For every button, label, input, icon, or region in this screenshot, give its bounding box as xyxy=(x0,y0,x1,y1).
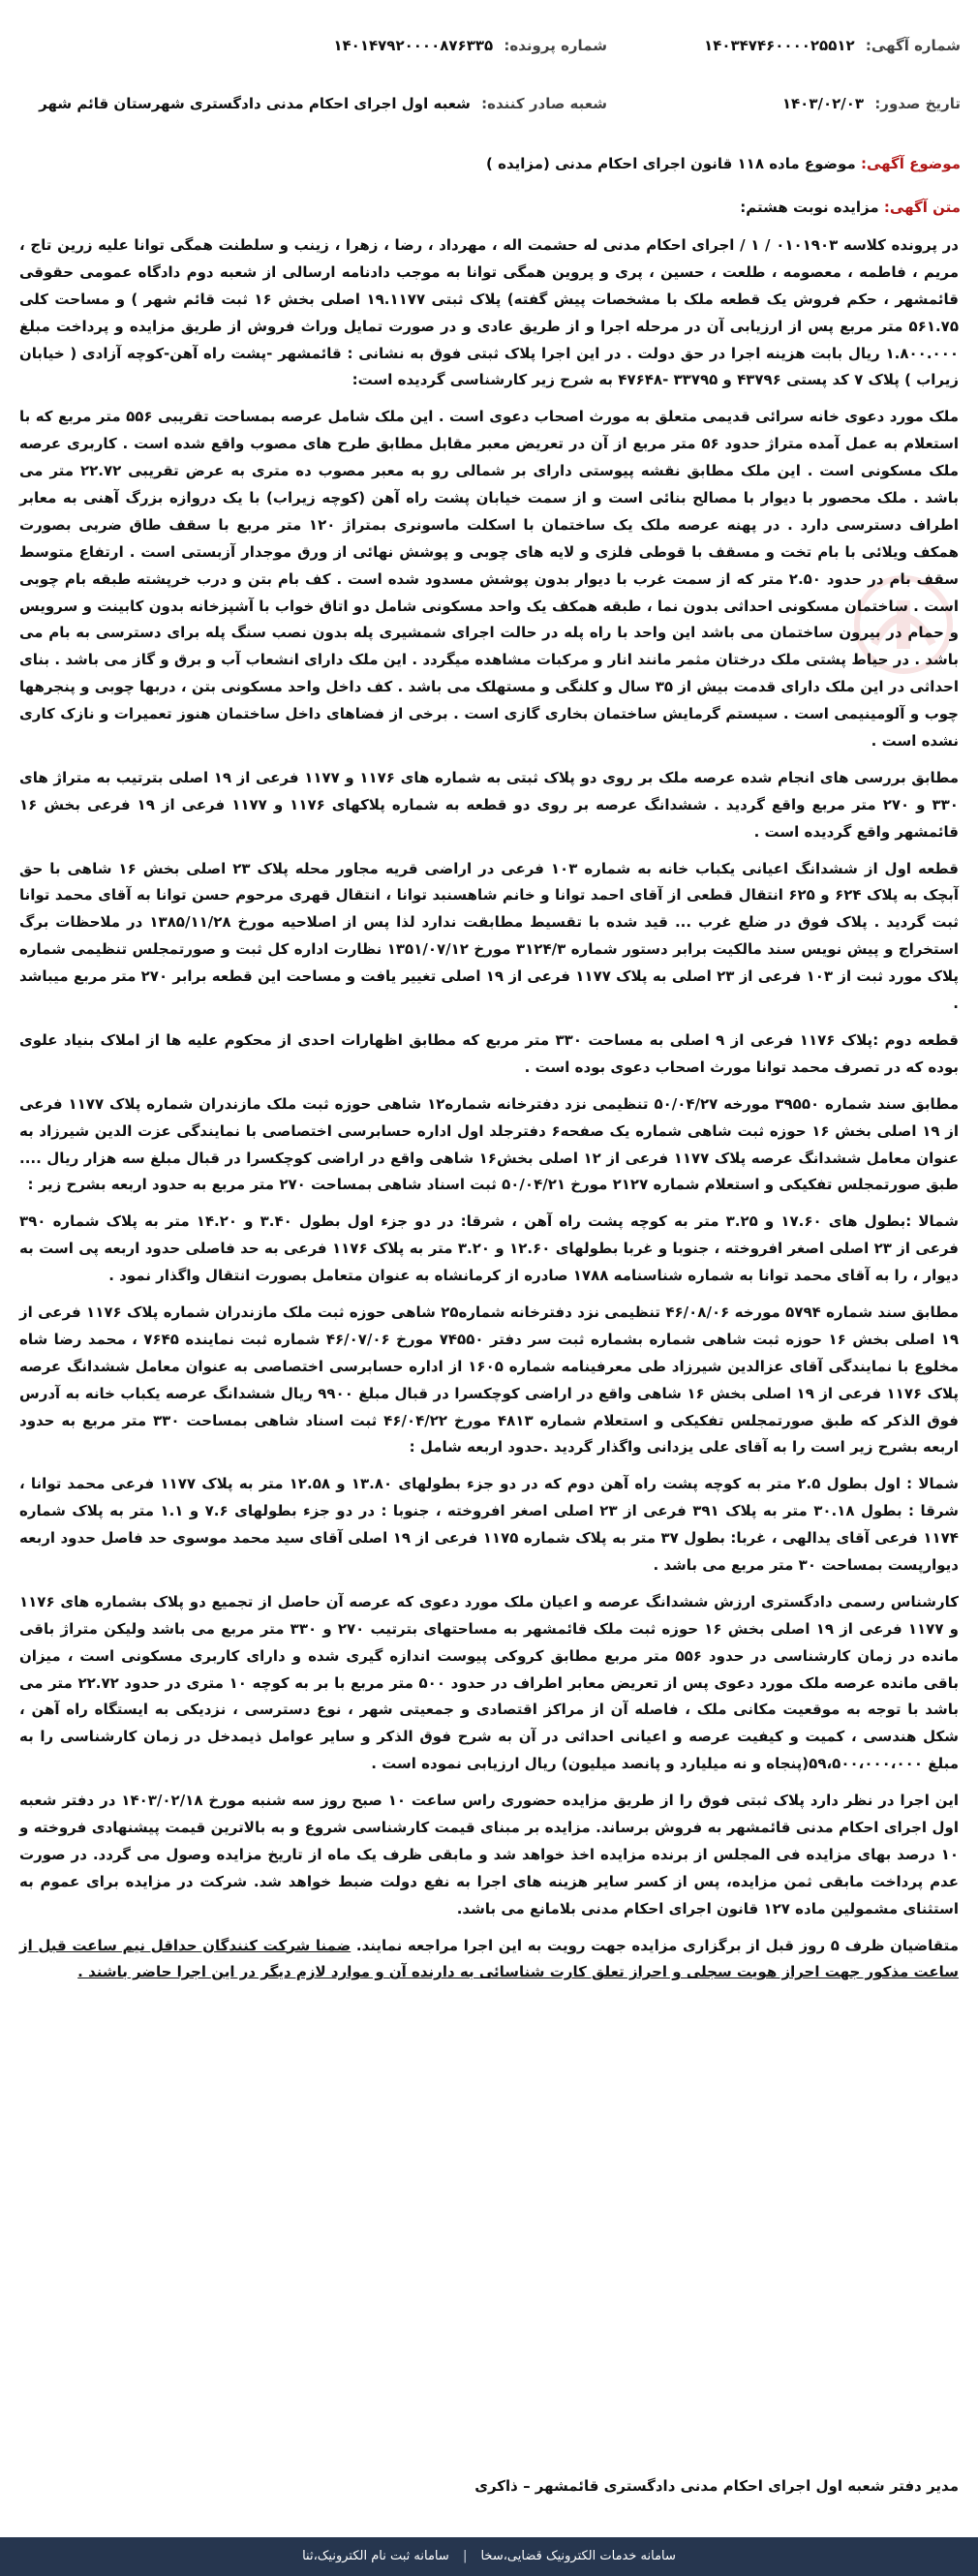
subject-value: موضوع ماده ۱۱۸ قانون اجرای احکام مدنی (مزایده ) xyxy=(486,155,856,172)
case-number-value: ۱۴۰۱۴۷۹۲۰۰۰۰۸۷۶۳۳۵ xyxy=(333,37,494,54)
paragraph-deed-two: مطابق سند شماره ۵۷۹۴ مورخه ۴۶/۰۸/۰۶ تنظیمی نزد دفترخانه شماره۲۵ شاهی حوزه ثبت ملک مازندران شماره پلاک ۱۱۷۶ فرعی از ۱۹ اصلی بخش ۱۶ حوزه ثبت شاهی شماره بشماره ثبت سر دفتر ۷۴۵۵۰ مورخ ۴۶/۰۷/۰۶ شماره ثبت نماینده ۷۶۴۵ ، محمد رضا شاه مخلوع با نمایندگی آقای عزالدین شیرزاد طی معرفینامه شماره ۱۶۰۵ از اداره حسابرسی اختصاصی به عنوان معامل ششدانگ عرصه پلاک ۱۱۷۶ فرعی از ۱۹ اصلی بخش ۱۶ شاهی واقع در اراضی کوچکسرا در قبال مبلغ ۹۹۰۰ ریال ششدانگ عرصه یکباب خانه به آدرس فوق الذکر که طبق صورتمجلس تفکیکی و استعلام شماره ۴۸۱۳ مورخ ۴۶/۰۴/۲۲ ثبت اسناد شاهی بمساحت ۳۳۰ متر مربع به حدود اربعه بشرح زیر است را به آقای علی یزدانی واگذار گردید .حدود اربعه شامل : xyxy=(19,1303,959,1457)
paragraph-property-description: ملک مورد دعوی خانه سرائی قدیمی متعلق به مورث اصحاب دعوی است . این ملک شامل عرصه بمساحت تقریبی ۵۵۶ متر مربع که با استعلام به عمل آمده متراژ حدود ۵۶ متر مربع از آن در تعریض معبر مقابل مطابق طرح های مصوب واقع شده است . کاربری عرصه ملک مسکونی است . این ملک مطابق نقشه پیوستی دارای بر شمالی رو به معبر مصوب ده متری به عرض تقریبی ۲۲.۷۲ متر می باشد . ملک محصور با دیوار با مصالح بنائی است و از سمت خیابان پشت راه آهن (کوچه زیراب) با یک دروازه بزرگ آهنی به معابر اطراف دسترسی دارد . در پهنه عرصه ملک یک ساختمان با اسکلت ماسونری بمتراژ ۱۲۰ متر مربع با سقف طاق ضربی بصورت همکف ویلائی با بام تخت و مسقف با قوطی فلزی و لایه های چوبی و پوشش نهائی از ورق موجدار آزبستی است . ارتفاع متوسط سقف بام در حدود ۲.۵۰ متر که از سمت غرب با دیوار بدون پوشش مسدود شده است . کف بام بتن و درب خرپشته طبقه بام چوبی است . ساختمان مسکونی احداثی بدون نما ، طبقه همکف یک واحد مسکونی شامل دو اتاق خواب با آشپزخانه بدون کابینت و سرویس و حمام در بیرون ساختمان می باشد این واحد با راه پله در حالت اجرای شمشیری پله بدون نصب سنگ پله برای دسترسی به بام می باشد . در حیاط پشتی ملک درختان مثمر مانند انار و مرکبات مشاهده میگردد . این ملک دارای انشعاب آب و برق و گاز می باشد . بنای احداثی در این ملک دارای قدمت بیش از ۳۵ سال و کلنگی و مستهلک می باشد . کف داخل واحد مسکونی بتن ، دربها چوبی و پنجرهها چوب و آلومینیمی است . سیستم گرمایش ساختمان بخاری گازی است . برخی از فضاهای داخل ساختمان هنوز تعمیرات و نازک کاری نشده است . xyxy=(19,408,960,751)
paragraph-plot-one: قطعه اول از ششدانگ اعیانی یکباب خانه به شماره ۱۰۳ فرعی در اراضی قریه مجاور محله پلاک ۲۳ اصلی بخش ۱۶ شاهی با حق آبچک به پلاک ۶۲۴ و ۶۲۵ انتقال قطعی از آقای احمد توانا و خانم شاهسنبد توانا ، انتقال قهری مرحوم حسن توانا به آقای محمد توانا ثبت گردید . پلاک فوق در ضلع غرب ... قید شده با تقسیط مطابقت ندارد لذا پس از اصلاحیه مورخ ۱۳۸۵/۱۱/۲۸ در ملاحظات برگ استخراج و پیش نویس سند مالکیت برابر دستور شماره ۳۱۲۴/۳ مورخ ۱۳۵۱/۰۷/۱۲ نظارت اداره کل ثبت و صورتمجلس تنظیمی شماره پلاک مورد ثبت از ۱۰۳ فرعی از ۲۳ اصلی به پلاک ۱۱۷۷ فرعی از ۱۹ اصلی تغییر یافت و مساحت این قطعه برابر ۲۷۰ متر مربع میباشد . xyxy=(19,859,959,1013)
paragraph-final-notice xyxy=(19,1933,959,1987)
issuer-label: شعبه صادر کننده: xyxy=(481,95,607,112)
paragraph-deed-two-bounds: شمالا : اول بطول ۲.۵ متر به کوچه پشت راه آهن دوم که در دو جزء بطولهای ۱۳.۸۰ و ۱۲.۵۸ متر به پلاک ۱۱۷۷ فرعی محمد توانا ، شرقا : بطول ۳۰.۱۸ متر به پلاک ۳۹۱ فرعی از ۲۳ اصلی اصغر افروخته ، جنوبا : در دو جزء بطولهای ۷.۶ و ۱.۱ متر به پلاک شماره ۱۱۷۴ فرعی آقای یدالهی ، غربا: بطول ۳۷ متر به پلاک شماره ۱۱۷۵ فرعی از ۱۹ اصلی آقای سید محمد موسوی حد فاصل حدود اربعه دیوارپست بمساحت ۳۰ متر مربع می باشد . xyxy=(19,1475,960,1574)
case-number-label: شماره پرونده: xyxy=(504,37,607,54)
issue-date-label: تاریخ صدور: xyxy=(874,95,961,112)
footer-separator: | xyxy=(462,2549,468,2563)
paragraph-intro: در پرونده کلاسه ۰۱۰۱۹۰۳ / ۱ / اجرای احکام مدنی له حشمت اله ، مهرداد ، رضا ، زهرا ، زینب و سلطنت همگی توانا علیه زرین تاج ، مریم ، فاطمه ، معصومه ، طلعت ، حسین ، پری و پروین همگی توانا به موجب دادنامه ارسالی از شعبه دوم دادگاه عمومی حقوقی قائمشهر ، حکم فروش یک قطعه ملک با مشخصات پیش گفته) پلاک ثبتی ۱۹.۱۱۷۷ اصلی بخش ۱۶ ثبت قائم شهر ) و مساحت کلی ۵۶۱.۷۵ متر مربع پس از ارزیابی آن در مرحله اجرا و از طریق عادی و در صورت تمایل وراث فروش از طریق مزایده و پرداخت مبلغ ۱.۸۰۰.۰۰۰ ریال بابت هزینه اجرا در حق دولت . در این اجرا پلاک ثبتی فوق به نشانی : قائمشهر -پشت راه آهن-کوچه آزادی ( خیابان زیراب ) پلاک ۷ کد پستی ۴۳۷۹۶ و ۳۳۷۹۵ -۴۷۶۴۸ به شرح زیر کارشناسی گردیده است: xyxy=(19,236,959,389)
paragraph-plots-summary: مطابق بررسی های انجام شده عرصه ملک بر روی دو پلاک ثبتی به شماره های ۱۱۷۶ و ۱۱۷۷ فرعی از ۱۹ اصلی بترتیب به متراژ های ۳۳۰ و ۲۷۰ متر مربع واقع گردید . ششدانگ عرصه بر روی دو قطعه به شماره پلاکهای ۱۱۷۶ و ۱۱۷۷ فرعی از ۱۹ فرعی بخش ۱۶ قائمشهر واقع گردیده است . xyxy=(19,768,959,841)
ad-number-row xyxy=(704,37,961,54)
subject-label: موضوع آگهی: xyxy=(860,155,961,172)
issue-date-row xyxy=(782,95,961,112)
footer-link-sakha[interactable]: سامانه خدمات الکترونیک قضایی،سخا xyxy=(480,2549,676,2563)
ad-body xyxy=(19,232,959,1996)
paragraph-auction-terms: این اجرا در نظر دارد پلاک ثبتی فوق را از طریق مزایده حضوری راس ساعت ۱۰ صبح روز سه شنبه مورخ ۱۴۰۳/۰۲/۱۸ در دفتر شعبه اول اجرای احکام مدنی قائمشهر به فروش برساند. مزایده بر مبنای قیمت کارشناسی شروع و به بالاترین قیمت پیشنهادی فروخته و ۱۰ درصد بهای مزایده فی المجلس از برنده مزایده اخذ خواهد شد و مابقی ظرف یک ماه از تاریخ مزایده وصول می گردد. در صورت عدم پرداخت مابقی ثمن مزایده، پس از کسر سایر هزینه های اجرا به نفع دولت ضبط خواهد شد. شرکت در مزایده برای عموم به استثنای مشمولین ماده ۱۲۷ قانون اجرای احکام مدنی بلامانع می باشد. xyxy=(19,1792,959,1917)
paragraph-deed-one: مطابق سند شماره ۳۹۵۵۰ مورخه ۵۰/۰۴/۲۷ تنظیمی نزد دفترخانه شماره۱۲ شاهی حوزه ثبت ملک مازندران شماره پلاک ۱۱۷۷ فرعی از ۱۹ اصلی بخش ۱۶ حوزه ثبت شاهی شماره یک صفحه۶ دفترجلد اول اداره حسابرسی اختصاصی با نمایندگی عزت الدین شیرزاد به عنوان معامل ششدانگ عرصه پلاک ۱۱۷۷ فرعی از ۱۲ اصلی بخش۱۶ شاهی واقع در اراضی کوچکسرا در قبال مبلغ سه هزار ریال .... طبق صورتمجلس تفکیکی و استعلام شماره ۲۱۲۷ مورخ ۵۰/۰۴/۲۱ ثبت اسناد شاهی بمساحت ۲۷۰ متر مربع به حدود اربعه بشرح زیر : xyxy=(19,1094,959,1194)
text-label: متن آگهی: xyxy=(883,199,961,216)
final-notice-text: متقاضیان ظرف ۵ روز قبل از برگزاری مزایده جهت رویت به این اجرا مراجعه نمایند. xyxy=(351,1936,959,1954)
footer-bar xyxy=(0,2537,978,2576)
paragraph-deed-one-bounds: شمالا :بطول های ۱۷.۶۰ و ۳.۲۵ متر به کوچه پشت راه آهن ، شرقا: در دو جزء اول بطول ۳.۴۰ و ۱۴.۲۰ متر به پلاک شماره ۳۹۰ فرعی از ۲۳ اصلی اصغر افروخته ، جنوبا و غربا بطولهای ۱۲.۶۰ و ۳.۲۰ متر به پلاک ۱۱۷۶ فرعی به حد فاصلی حدود اربعه پی است به دیوار ، را به آقای محمد توانا به شماره شناسنامه ۱۷۸۸ صادره از کرمانشاه به عنوان متعامل بصورت انتقال واگذار نمود . xyxy=(19,1212,959,1285)
ad-number-value: ۱۴۰۳۴۷۴۶۰۰۰۰۲۵۵۱۲ xyxy=(704,37,855,54)
text-title: مزایده نوبت هشتم: xyxy=(740,199,879,216)
issuer-row xyxy=(39,95,607,112)
issuer-value: شعبه اول اجرای احکام مدنی دادگستری شهرستان قائم شهر xyxy=(39,95,471,112)
ad-text-header xyxy=(17,199,961,216)
ad-subject xyxy=(17,155,961,172)
ad-number-label: شماره آگهی: xyxy=(865,37,961,54)
final-notice-underlined: ضمنا شرکت کنندگان حداقل نیم ساعت قبل از ساعت مذکور جهت احراز هویت سجلی و احراز تعلق کارت شناسائی به دارنده آن و موارد لازم دیگر در این اجرا حاضر باشند . xyxy=(19,1936,959,1981)
footer-link-sana[interactable]: سامانه ثبت نام الکترونیک،ثنا xyxy=(302,2549,449,2563)
paragraph-plot-two: قطعه دوم :پلاک ۱۱۷۶ فرعی از ۹ اصلی به مساحت ۳۳۰ متر مربع که مطابق اظهارات احدی از محکوم علیه ها از املاک بنیاد علوی بوده که در تصرف محمد توانا مورث اصحاب دعوی بوده است . xyxy=(19,1030,959,1076)
case-number-row xyxy=(333,37,607,54)
ad-header xyxy=(17,19,961,145)
signature-line: مدیر دفتر شعبه اول اجرای احکام مدنی دادگستری قائمشهر – ذاکری xyxy=(474,2477,959,2495)
paragraph-valuation: کارشناس رسمی دادگستری ارزش ششدانگ عرصه و اعیان ملک مورد دعوی که عرصه آن حاصل از تجمیع دو پلاک بشماره های ۱۱۷۶ و ۱۱۷۷ فرعی از ۱۹ اصلی بخش ۱۶ حوزه ثبت ملک قائمشهر به مساحتهای بترتیب ۲۷۰ و ۳۳۰ متر مربع می باشد ولیکن متراژ باقی مانده در زمان کارشناسی در حدود ۵۵۶ متر مربع مطابق کروکی پیوست اندازه گیری شده و دارای کاربری مسکونی است ، میزان باقی مانده عرصه ملک مورد دعوی پس از تعریض معابر اطراف در حدود ۵۰۰ متر مربع با بر به کوچه ۱۰ متری در حدود ۲۲.۷۲ متر می باشد با توجه به موقعیت مکانی ملک ، فاصله آن از مراکز اقتصادی و جمعیتی شهر ، نوع دسترسی ، نزدیکی به ایستگاه راه آهن ، شکل هندسی ، کمیت و کیفیت عرصه و اعیانی احداثی در آن به شرح فوق الذکر و سایر عوامل ذیمدخل در زمان کارشناسی را به مبلغ ۵۹،۵۰۰،۰۰۰،۰۰۰(پنجاه و نه میلیارد و پانصد میلیون) ریال ارزیابی نموده است . xyxy=(19,1592,959,1773)
issue-date-value: ۱۴۰۳/۰۲/۰۳ xyxy=(781,95,865,112)
